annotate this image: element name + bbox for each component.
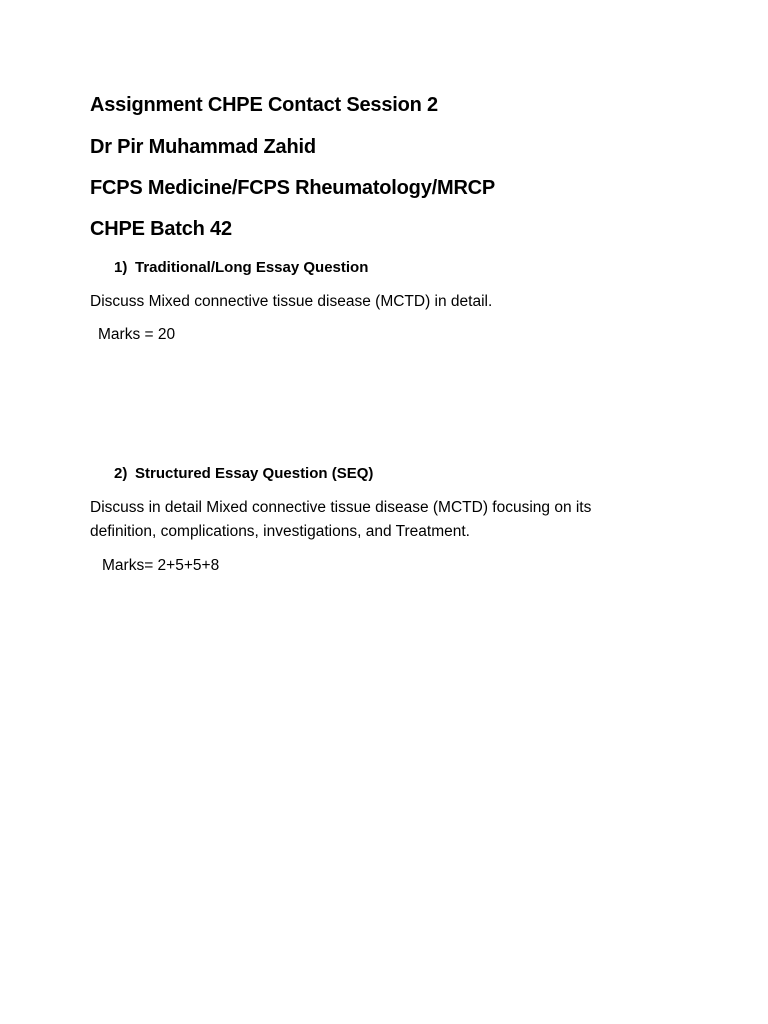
question-1-heading [114, 259, 368, 276]
assignment-title: Assignment CHPE Contact Session 2 [90, 94, 438, 116]
question-2-text-line-1: Discuss in detail Mixed connective tissue disease (MCTD) focusing on its [90, 499, 592, 516]
question-2-number: 2) [114, 465, 128, 482]
question-2-heading [114, 465, 373, 482]
question-1-text: Discuss Mixed connective tissue disease (MCTD) in detail. [90, 293, 493, 310]
question-2-marks: Marks= 2+5+5+8 [102, 557, 220, 574]
question-1-marks: Marks = 20 [98, 326, 176, 343]
question-1-number: 1) [114, 259, 128, 276]
author-qualifications: FCPS Medicine/FCPS Rheumatology/MRCP [90, 177, 496, 199]
author-name: Dr Pir Muhammad Zahid [90, 136, 316, 158]
question-2-text-line-2: definition, complications, investigations, and Treatment. [90, 523, 470, 540]
question-1-title: Traditional/Long Essay Question [135, 259, 369, 276]
batch-label: CHPE Batch 42 [90, 218, 232, 240]
question-2-text [90, 496, 650, 544]
question-2-title: Structured Essay Question (SEQ) [135, 465, 374, 482]
